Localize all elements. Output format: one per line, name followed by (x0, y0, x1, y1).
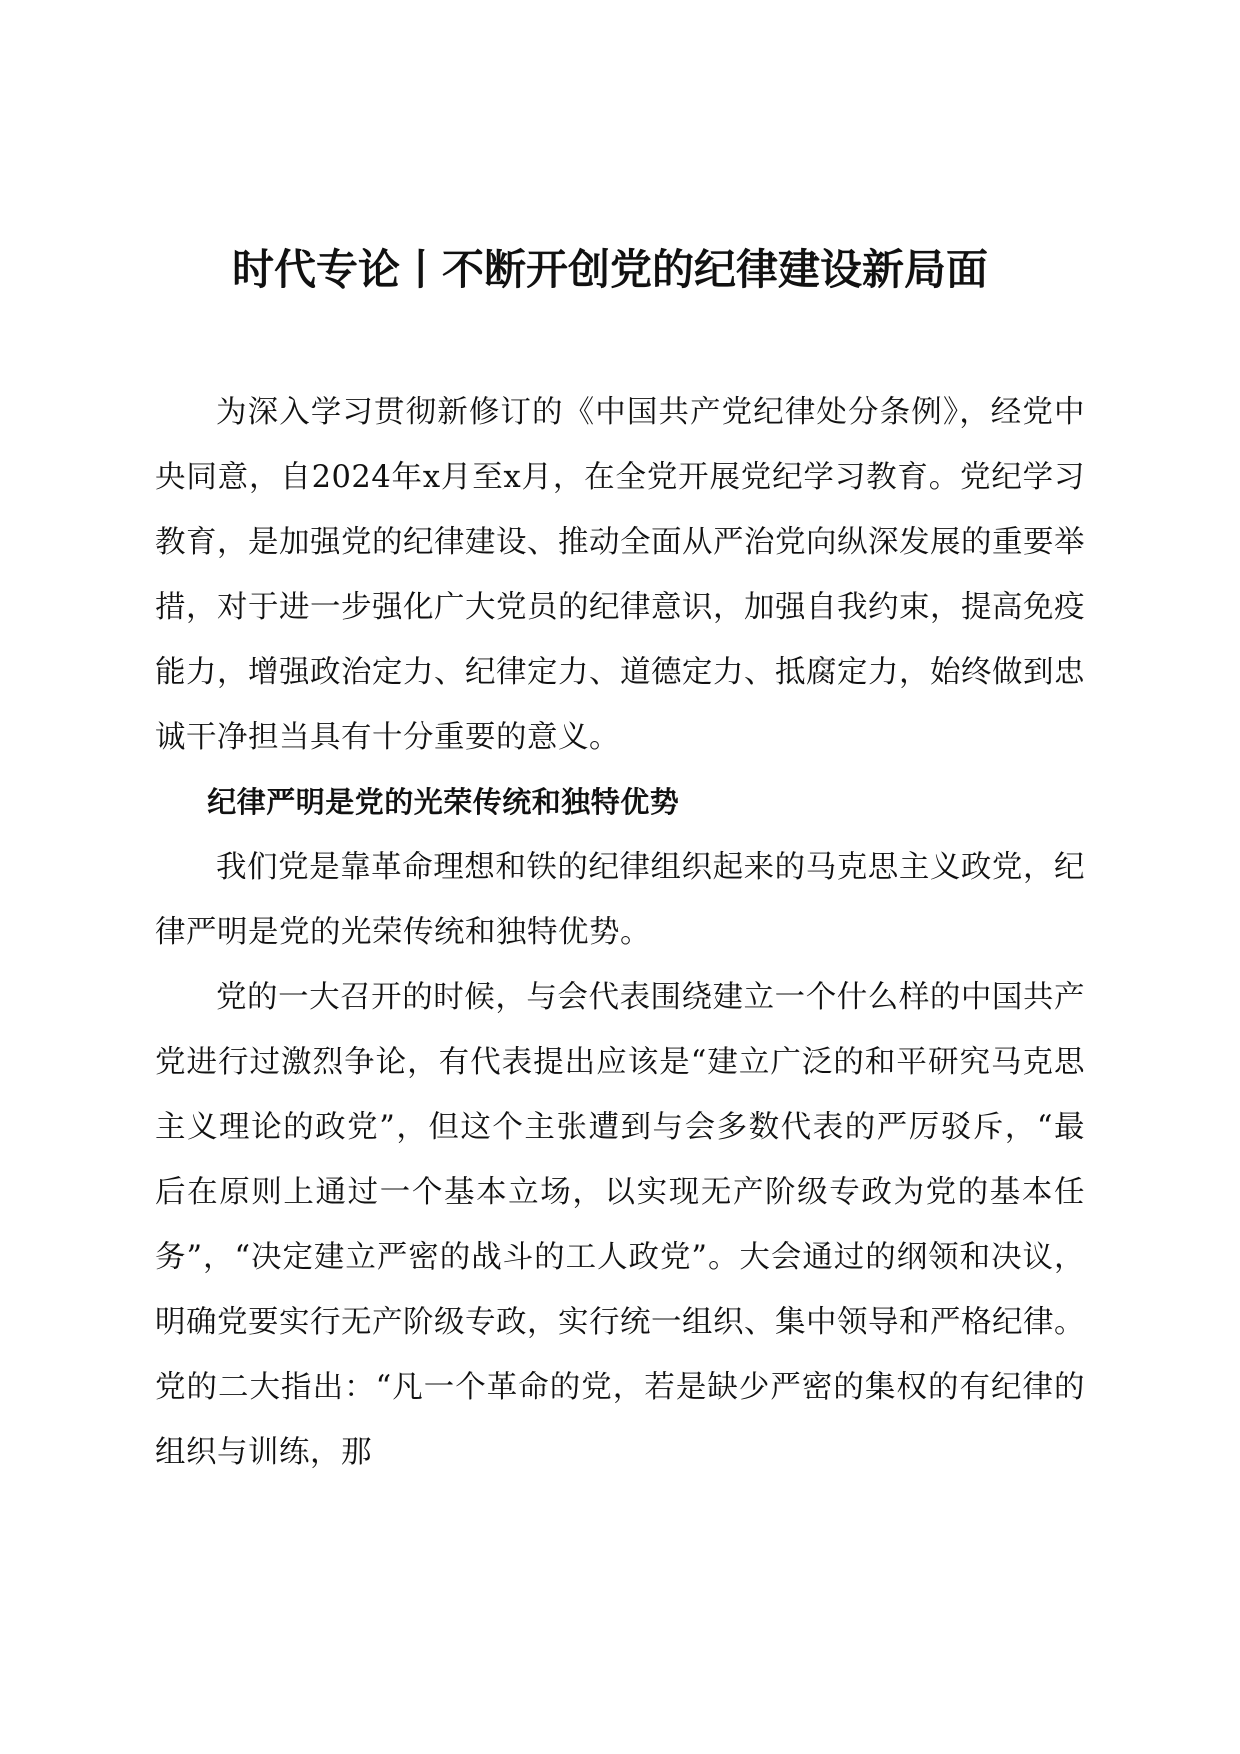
section-paragraph-1: 我们党是靠革命理想和铁的纪律组织起来的马克思主义政党，纪律严明是党的光荣传统和独特优势。 (155, 850, 1085, 950)
intro-paragraph: 为深入学习贯彻新修订的《中国共产党纪律处分条例》，经党中央同意，自2024年x月至x月，在全党开展党纪学习教育。党纪学习教育，是加强党的纪律建设、推动全面从严治党向纵深发展的重要举措，对于进一步强化广大党员的纪律意识，加强自我约束，提高免疫能力，增强政治定力、纪律定力、道德定力、抵腐定力，始终做到忠诚干净担当具有十分重要的意义。 (155, 395, 1085, 755)
section-heading: 纪律严明是党的光荣传统和独特优势 (207, 785, 680, 819)
document-title: 时代专论丨不断开创党的纪律建设新局面 (231, 245, 988, 294)
document-body (155, 380, 1085, 1485)
section-paragraph-2: 党的一大召开的时候，与会代表围绕建立一个什么样的中国共产党进行过激烈争论，有代表提出应该是“建立广泛的和平研究马克思主义理论的政党”，但这个主张遭到与会多数代表的严厉驳斥，“最后在原则上通过一个基本立场，以实现无产阶级专政为党的基本任务”，“决定建立严密的战斗的工人政党”。大会通过的纲领和决议，明确党要实行无产阶级专政，实行统一组织、集中领导和严格纪律。党的二大指出：“凡一个革命的党，若是缺少严密的集权的有纪律的组织与训练，那 (155, 980, 1085, 1470)
